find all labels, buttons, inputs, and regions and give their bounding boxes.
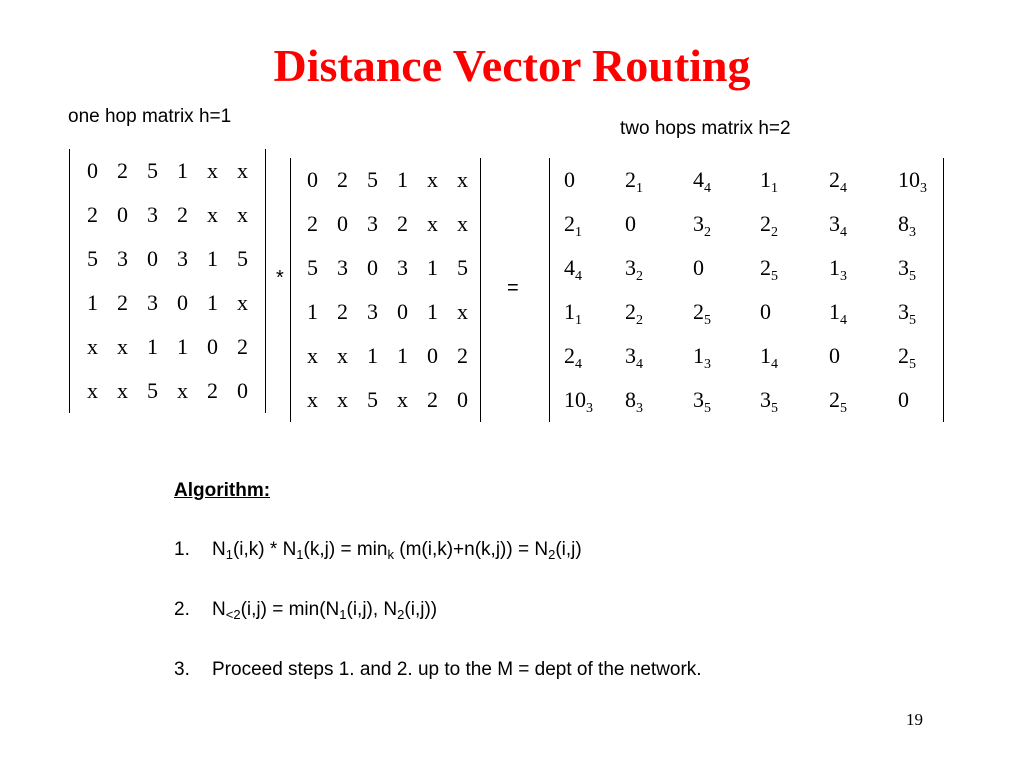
algorithm-heading: Algorithm: — [174, 480, 271, 501]
matrix-cell: 3 — [397, 255, 408, 280]
matrix-cell: $3_2$ — [625, 255, 643, 284]
matrix-cell: 0 — [898, 387, 909, 412]
matrix-cell: 3 — [367, 211, 378, 236]
matrix-row — [550, 202, 943, 246]
step-number: 1. — [174, 539, 190, 560]
matrix-cell: 1 — [147, 334, 158, 359]
matrix-cell: 2 — [177, 202, 188, 227]
one-hop-matrix — [69, 149, 266, 413]
matrix-cell: 0 — [625, 211, 636, 236]
matrix-row — [70, 325, 265, 369]
step-text: $N_1(i,k) * N_1(k,j) = \min_k (m(i,k)+n(k,j)) = N_2(i,j)$ — [212, 539, 582, 562]
matrix-cell: 1 — [87, 290, 98, 315]
matrix-cell: 2 — [457, 343, 468, 368]
matrix-row — [70, 149, 265, 193]
matrix-cell: $3_5$ — [760, 387, 778, 416]
matrix-cell: x — [87, 378, 98, 403]
matrix-cell: 0 — [117, 202, 128, 227]
matrix-cell: 5 — [367, 387, 378, 412]
algorithm-step-3 — [174, 658, 702, 682]
matrix-cell: 1 — [307, 299, 318, 324]
matrix-cell: 0 — [397, 299, 408, 324]
matrix-cell: 0 — [564, 167, 575, 192]
matrix-cell: 1 — [427, 255, 438, 280]
matrix-row — [291, 378, 480, 422]
matrix-cell: $3_4$ — [625, 343, 643, 372]
matrix-cell: $10_3$ — [898, 167, 927, 196]
matrix-row — [70, 237, 265, 281]
matrix-cell: $4_4$ — [564, 255, 582, 284]
matrix-cell: $10_3$ — [564, 387, 593, 416]
matrix-row — [291, 158, 480, 202]
matrix-cell: 1 — [177, 158, 188, 183]
matrix-cell: $1_3$ — [693, 343, 711, 372]
matrix-row — [550, 246, 943, 290]
matrix-cell: x — [87, 334, 98, 359]
one-hop-matrix-copy — [290, 158, 481, 422]
matrix-cell: 5 — [367, 167, 378, 192]
matrix-cell: 0 — [829, 343, 840, 368]
two-hop-matrix — [549, 158, 944, 422]
matrix-cell: 5 — [307, 255, 318, 280]
matrix-cell: $3_5$ — [898, 255, 916, 284]
matrix-row — [550, 334, 943, 378]
matrix-cell: 2 — [337, 299, 348, 324]
equals-operator: = — [507, 277, 519, 299]
matrix-cell: 2 — [87, 202, 98, 227]
matrix-cell: 0 — [147, 246, 158, 271]
matrix-row — [550, 290, 943, 334]
matrix-row — [291, 202, 480, 246]
matrix-cell: x — [457, 211, 468, 236]
algorithm-step-2 — [174, 598, 437, 622]
matrix-cell: 3 — [147, 202, 158, 227]
matrix-cell: 2 — [207, 378, 218, 403]
matrix-row — [70, 369, 265, 413]
matrix-cell: 1 — [207, 290, 218, 315]
matrix-cell: 5 — [147, 158, 158, 183]
matrix-cell: $1_4$ — [829, 299, 847, 328]
matrix-cell: 5 — [147, 378, 158, 403]
matrix-cell: x — [307, 343, 318, 368]
matrix-cell: 1 — [397, 343, 408, 368]
matrix-cell: x — [117, 378, 128, 403]
two-hop-matrix-label: two hops matrix h=2 — [620, 118, 791, 139]
matrix-cell: 0 — [177, 290, 188, 315]
step-text: Proceed steps 1. and 2. up to the M = dept of the network. — [212, 659, 702, 680]
page-number: 19 — [906, 710, 923, 729]
matrix-cell: 0 — [307, 167, 318, 192]
matrix-cell: 0 — [207, 334, 218, 359]
slide-title: Distance Vector Routing — [273, 40, 751, 91]
algorithm-step-1 — [174, 538, 582, 562]
matrix-cell: $3_5$ — [693, 387, 711, 416]
matrix-cell: x — [457, 167, 468, 192]
matrix-cell: $2_1$ — [625, 167, 643, 196]
matrix-cell: 2 — [427, 387, 438, 412]
matrix-cell: 1 — [367, 343, 378, 368]
matrix-cell: x — [457, 299, 468, 324]
matrix-row — [291, 246, 480, 290]
matrix-cell: x — [207, 202, 218, 227]
matrix-cell: $1_4$ — [760, 343, 778, 372]
one-hop-matrix-label: one hop matrix h=1 — [68, 106, 232, 127]
matrix-cell: 0 — [367, 255, 378, 280]
matrix-cell: 0 — [337, 211, 348, 236]
matrix-cell: $2_2$ — [625, 299, 643, 328]
matrix-cell: 2 — [337, 167, 348, 192]
matrix-cell: x — [427, 211, 438, 236]
matrix-cell: 3 — [177, 246, 188, 271]
matrix-cell: 1 — [427, 299, 438, 324]
multiply-operator: * — [276, 267, 284, 289]
matrix-cell: $8_3$ — [898, 211, 916, 240]
matrix-cell: $2_5$ — [693, 299, 711, 328]
matrix-cell: 0 — [87, 158, 98, 183]
matrix-cell: x — [337, 387, 348, 412]
matrix-cell: $1_1$ — [564, 299, 582, 328]
matrix-cell: 3 — [117, 246, 128, 271]
matrix-cell: 0 — [457, 387, 468, 412]
matrix-cell: 1 — [207, 246, 218, 271]
step-text: $N_{<2}(i,j) = \min(N_1(i,j)$, $N_2(i,j)$) — [212, 599, 438, 622]
matrix-cell: 5 — [87, 246, 98, 271]
matrix-cell: 2 — [237, 334, 248, 359]
matrix-row — [550, 158, 943, 202]
matrix-cell: 2 — [117, 290, 128, 315]
matrix-cell: $2_5$ — [898, 343, 916, 372]
matrix-cell: 0 — [237, 378, 248, 403]
matrix-cell: $2_5$ — [760, 255, 778, 284]
matrix-cell: 3 — [147, 290, 158, 315]
step-number: 2. — [174, 599, 190, 620]
matrix-cell: 1 — [177, 334, 188, 359]
matrix-cell: 3 — [367, 299, 378, 324]
matrix-row — [70, 193, 265, 237]
matrix-cell: x — [307, 387, 318, 412]
matrix-cell: 2 — [397, 211, 408, 236]
matrix-cell: $1_1$ — [760, 167, 778, 196]
matrix-cell: 3 — [337, 255, 348, 280]
matrix-cell: x — [337, 343, 348, 368]
matrix-cell: 2 — [307, 211, 318, 236]
matrix-cell: $3_5$ — [898, 299, 916, 328]
matrix-cell: $2_2$ — [760, 211, 778, 240]
matrix-cell: x — [117, 334, 128, 359]
matrix-cell: x — [237, 290, 248, 315]
matrix-cell: x — [237, 202, 248, 227]
matrix-cell: $1_3$ — [829, 255, 847, 284]
matrix-cell: x — [397, 387, 408, 412]
matrix-cell: 5 — [457, 255, 468, 280]
matrix-cell: 1 — [397, 167, 408, 192]
matrix-row — [70, 281, 265, 325]
matrix-cell: $3_4$ — [829, 211, 847, 240]
matrix-cell: x — [207, 158, 218, 183]
matrix-cell: $2_4$ — [829, 167, 847, 196]
matrix-row — [550, 378, 943, 422]
matrix-row — [291, 334, 480, 378]
matrix-cell: 2 — [117, 158, 128, 183]
matrix-cell: x — [237, 158, 248, 183]
matrix-cell: x — [427, 167, 438, 192]
matrix-cell: 0 — [760, 299, 771, 324]
matrix-cell: 0 — [693, 255, 704, 280]
matrix-cell: $2_4$ — [564, 343, 582, 372]
step-number: 3. — [174, 659, 190, 680]
matrix-cell: x — [177, 378, 188, 403]
matrix-cell: $2_1$ — [564, 211, 582, 240]
matrix-cell: $4_4$ — [693, 167, 711, 196]
matrix-cell: 5 — [237, 246, 248, 271]
matrix-row — [291, 290, 480, 334]
matrix-cell: 0 — [427, 343, 438, 368]
matrix-cell: $3_2$ — [693, 211, 711, 240]
matrix-cell: $8_3$ — [625, 387, 643, 416]
matrix-cell: $2_5$ — [829, 387, 847, 416]
